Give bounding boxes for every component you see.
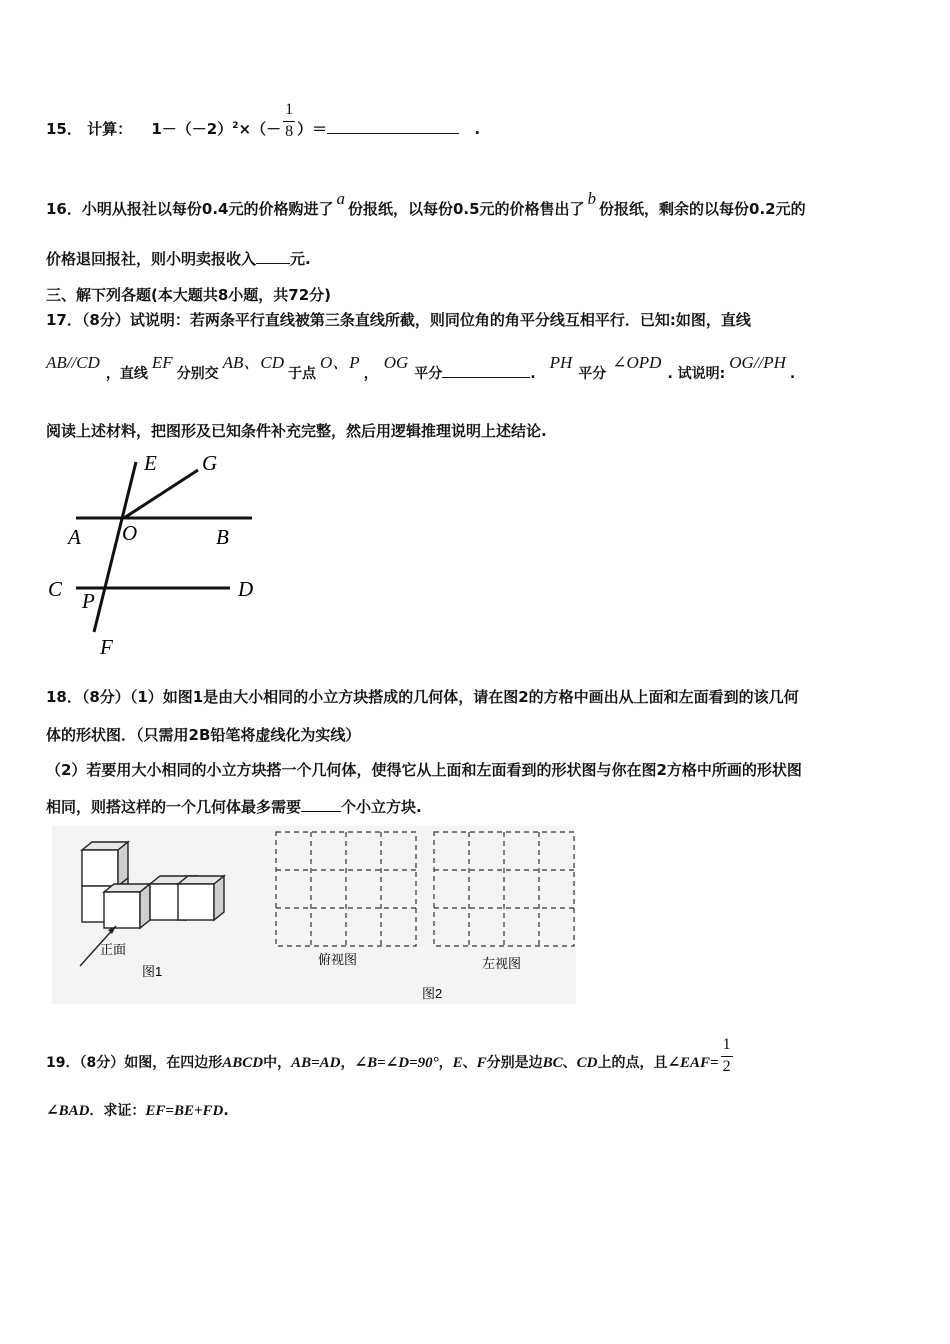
q17-t2: 分别交 bbox=[176, 366, 219, 382]
q15-frac-den: 8 bbox=[285, 122, 294, 140]
q19-t1: 如图，在四边形 bbox=[124, 1055, 223, 1071]
q15-times: ×（－ bbox=[238, 120, 282, 138]
q18-line4 bbox=[46, 796, 422, 817]
q15-answer-blank[interactable] bbox=[327, 119, 459, 134]
q19-line1 bbox=[46, 1036, 735, 1076]
label-g: G bbox=[202, 451, 218, 475]
q17-t8: . 试说明: bbox=[667, 366, 726, 382]
q17-ph: PH bbox=[549, 353, 573, 372]
q19-angle-bad: ∠BAD bbox=[46, 1103, 90, 1119]
q19-t8: 上的点，且 bbox=[597, 1055, 668, 1071]
q19-frac-den: 2 bbox=[722, 1058, 731, 1075]
top-view-grid[interactable] bbox=[276, 832, 416, 946]
q16-var-a: a bbox=[336, 189, 345, 208]
q15-exponent: 2 bbox=[232, 121, 239, 131]
q19-ef-equation: EF=BE+FD bbox=[145, 1103, 224, 1119]
ray-og bbox=[124, 470, 198, 518]
q16-text-d: 价格退回报社，则小明卖报收入 bbox=[46, 250, 257, 268]
label-o: O bbox=[122, 521, 138, 545]
line-ef bbox=[94, 462, 136, 632]
q17-ab-cd: AB、CD bbox=[222, 353, 285, 372]
q15-line bbox=[46, 100, 481, 141]
top-view-label: 俯视图 bbox=[318, 952, 358, 967]
q17-t1: ，直线 bbox=[105, 366, 148, 382]
label-b: B bbox=[216, 525, 229, 549]
q18-line1 bbox=[46, 686, 799, 707]
q18-figure-svg bbox=[52, 826, 576, 1004]
label-e: E bbox=[144, 451, 157, 475]
q19-ab-ad: AB=AD bbox=[291, 1055, 341, 1071]
q19-t2: 中， bbox=[263, 1055, 292, 1071]
q18-text1: （1）如图1是由大小相同的小立方块搭成的几何体，请在图2的方格中画出从上面和左面看到的该几何 bbox=[129, 688, 799, 706]
q17-o-p: O、P bbox=[320, 353, 360, 372]
label-c: C bbox=[48, 577, 63, 601]
q19-angles: ∠B=∠D=90° bbox=[354, 1055, 439, 1071]
q16-text-e: 元. bbox=[290, 250, 311, 268]
q17-t4: ， bbox=[363, 366, 378, 382]
q17-score: （8分） bbox=[81, 311, 130, 329]
q19-line2 bbox=[46, 1100, 229, 1120]
fig2-caption: 图2 bbox=[422, 986, 443, 1001]
q17-figure bbox=[40, 448, 280, 662]
q19-number: 19． bbox=[46, 1055, 80, 1071]
q16-line2 bbox=[46, 248, 311, 269]
q19-end: . bbox=[223, 1103, 229, 1119]
q15-period: . bbox=[474, 120, 481, 138]
q19-prove: ．求证： bbox=[89, 1103, 146, 1119]
fig1-cubes bbox=[82, 842, 224, 928]
label-d: D bbox=[238, 577, 254, 601]
q17-number: 17． bbox=[46, 311, 82, 329]
q18-figure-panel bbox=[52, 826, 576, 1004]
q18-answer-blank[interactable] bbox=[301, 797, 341, 812]
label-f: F bbox=[100, 635, 113, 659]
q19-angle-eaf: ∠EAF= bbox=[667, 1055, 719, 1071]
q18-text4a: 相同，则搭这样的一个几何体最多需要 bbox=[46, 798, 302, 816]
q15-prefix: 计算： bbox=[87, 120, 133, 138]
q17-ab-parallel-cd: AB//CD bbox=[46, 353, 100, 372]
q19-score: （8分） bbox=[79, 1055, 125, 1071]
q19-t3: ， bbox=[340, 1055, 355, 1071]
q19-abcd: ABCD bbox=[222, 1055, 264, 1071]
q15-frac-num: 1 bbox=[285, 100, 294, 118]
q19-t5: 、 bbox=[462, 1055, 477, 1071]
q19-e: E bbox=[452, 1055, 463, 1071]
label-p: P bbox=[82, 589, 95, 613]
q17-og-parallel-ph: OG//PH bbox=[729, 353, 786, 372]
q18-score: （8分） bbox=[81, 688, 130, 706]
q17-t5: 平分 bbox=[414, 366, 443, 382]
q16-number: 16． bbox=[46, 200, 82, 218]
q19-fraction bbox=[719, 1036, 735, 1076]
q19-f: F bbox=[476, 1055, 487, 1071]
q17-ef: EF bbox=[151, 353, 173, 372]
q16-var-b: b bbox=[587, 189, 597, 208]
q17-og: OG bbox=[383, 353, 409, 372]
q15-number: 15． bbox=[46, 120, 82, 138]
q17-t9: . bbox=[789, 366, 796, 382]
left-view-grid[interactable] bbox=[434, 832, 574, 946]
q18-number: 18． bbox=[46, 688, 82, 706]
q15-expr-pre: 1－（－2） bbox=[151, 120, 233, 138]
q19-t4: ， bbox=[438, 1055, 453, 1071]
fig1-front-label: 正面 bbox=[100, 942, 127, 957]
q17-blank[interactable] bbox=[442, 363, 530, 378]
left-view-label: 左视图 bbox=[482, 956, 522, 971]
q17-line3: 阅读上述材料，把图形及已知条件补充完整，然后用逻辑推理说明上述结论. bbox=[46, 422, 547, 440]
q17-line2 bbox=[46, 353, 796, 383]
q16-line1 bbox=[46, 189, 806, 219]
q19-t7: 、 bbox=[562, 1055, 577, 1071]
q18-text4b: 个小立方块. bbox=[341, 798, 422, 816]
q16-answer-blank[interactable] bbox=[256, 249, 290, 264]
q18-line2: 体的形状图．（只需用2B铅笔将虚线化为实线） bbox=[46, 726, 361, 744]
q17-angle-opd: ∠OPD bbox=[612, 353, 662, 372]
q18-line3: （2）若要用大小相同的小立方块搭一个几何体，使得它从上面和左面看到的形状图与你在图2方格中所画的形状图 bbox=[46, 761, 802, 779]
q19-bc: BC bbox=[542, 1055, 563, 1071]
section-3-title: 三、解下列各题(本大题共8小题，共72分) bbox=[46, 286, 332, 304]
q17-t6: . bbox=[530, 366, 536, 382]
q15-fraction bbox=[281, 101, 297, 141]
q16-text-b: 份报纸，以每份0.5元的价格售出了 bbox=[347, 200, 585, 218]
q19-t6: 分别是边 bbox=[486, 1055, 543, 1071]
q16-text-a: 小明从报社以每份0.4元的价格购进了 bbox=[81, 200, 334, 218]
q17-t7: 平分 bbox=[578, 366, 607, 382]
fig1-caption: 图1 bbox=[142, 964, 163, 979]
q17-t3: 于点 bbox=[288, 366, 317, 382]
q17-line1 bbox=[46, 309, 751, 330]
q19-cd: CD bbox=[576, 1055, 598, 1071]
label-a: A bbox=[68, 525, 81, 549]
q19-frac-num: 1 bbox=[722, 1036, 731, 1053]
q15-expr-post: ）＝ bbox=[297, 120, 328, 138]
q17-text: 试说明：若两条平行直线被第三条直线所截，则同位角的角平分线互相平行．已知:如图，直线 bbox=[129, 311, 751, 329]
q16-text-c: 份报纸，剩余的以每份0.2元的 bbox=[599, 200, 806, 218]
